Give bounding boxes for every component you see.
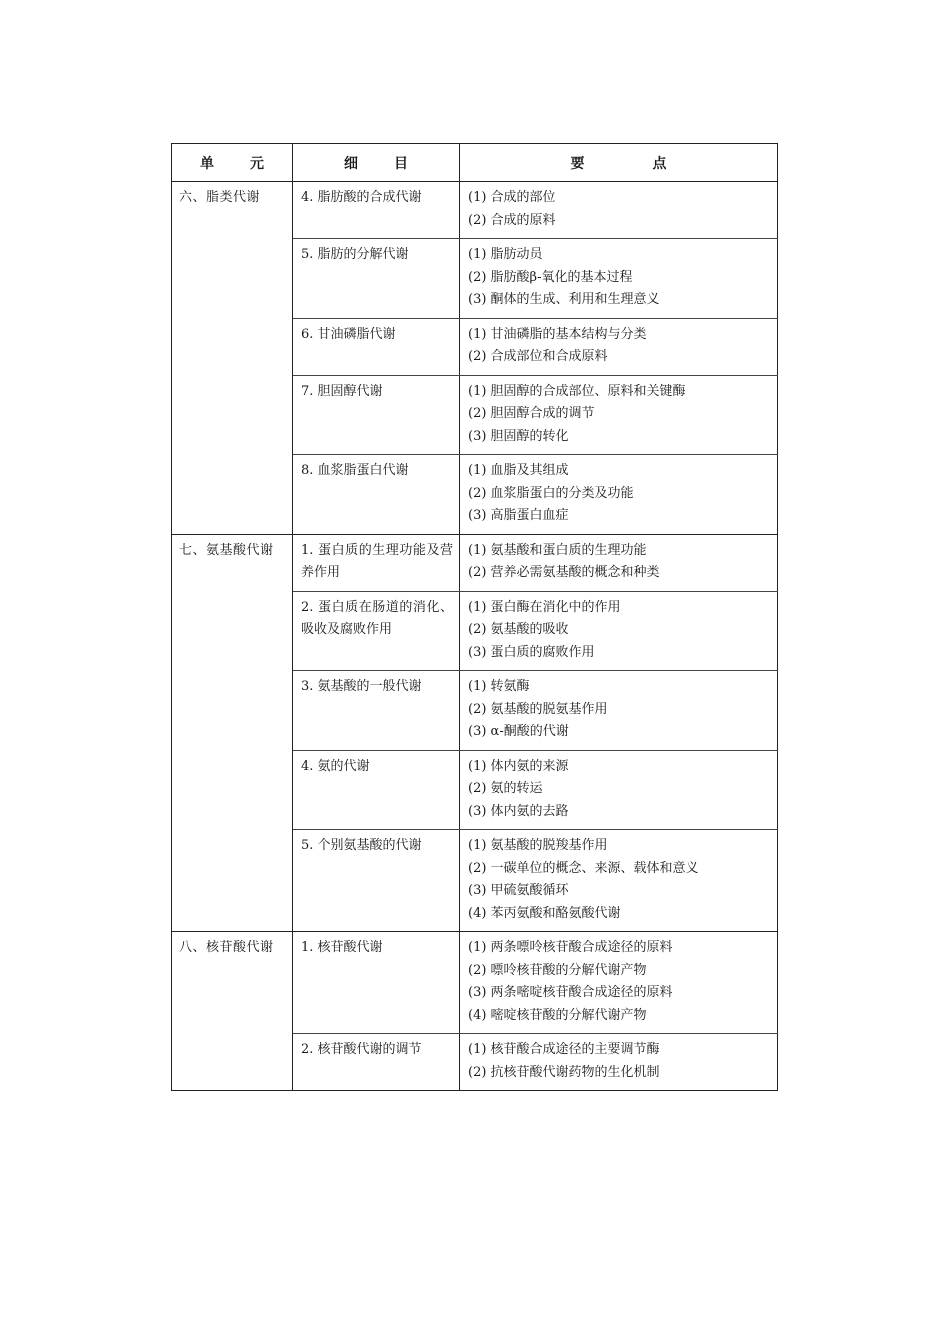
detail-text: 5. 个别氨基酸的代谢 xyxy=(301,838,422,853)
detail-cell xyxy=(293,932,460,1034)
point-item: (3) 两条嘧啶核苷酸合成途径的原料 xyxy=(468,985,673,1000)
detail-text: 2. 蛋白质在肠道的消化、吸收及腐败作用 xyxy=(301,599,453,637)
detail-text: 7. 胆固醇代谢 xyxy=(301,383,383,399)
point-item: (1) 氨基酸和蛋白质的生理功能 xyxy=(468,542,647,558)
table-row xyxy=(172,932,778,1034)
point-item: (2) 氨基酸的脱氨基作用 xyxy=(468,701,608,717)
detail-text: 4. 脂肪酸的合成代谢 xyxy=(301,190,422,205)
point-item: (3) 酮体的生成、利用和生理意义 xyxy=(468,292,660,307)
table-row xyxy=(172,182,778,239)
detail-cell xyxy=(293,591,460,671)
table-body xyxy=(172,182,778,1091)
header-unit xyxy=(172,144,293,182)
point-item: (2) 脂肪酸β-氧化的基本过程 xyxy=(468,269,633,285)
detail-text: 1. 蛋白质的生理功能及营养作用 xyxy=(301,542,453,580)
points-cell xyxy=(460,534,778,591)
detail-cell xyxy=(293,455,460,535)
points-cell xyxy=(460,750,778,830)
points-cell xyxy=(460,591,778,671)
points-cell xyxy=(460,671,778,751)
header-points xyxy=(460,144,778,182)
point-item: (1) 蛋白酶在消化中的作用 xyxy=(468,599,621,615)
points-cell xyxy=(460,932,778,1034)
point-item: (1) 转氨酶 xyxy=(468,679,530,694)
header-detail-char-2: 目 xyxy=(394,155,408,172)
detail-text: 6. 甘油磷脂代谢 xyxy=(301,326,396,342)
detail-text: 8. 血浆脂蛋白代谢 xyxy=(301,463,409,478)
point-item: (3) α-酮酸的代谢 xyxy=(468,724,569,739)
point-item: (2) 一碳单位的概念、来源、载体和意义 xyxy=(468,860,699,876)
point-item: (2) 营养必需氨基酸的概念和种类 xyxy=(468,565,660,580)
point-item: (2) 抗核苷酸代谢药物的生化机制 xyxy=(468,1064,660,1080)
detail-text: 3. 氨基酸的一般代谢 xyxy=(301,679,422,694)
detail-cell xyxy=(293,1034,460,1091)
detail-cell xyxy=(293,671,460,751)
point-item: (1) 两条嘌呤核苷酸合成途径的原料 xyxy=(468,940,673,955)
header-detail-char-1: 细 xyxy=(344,155,358,172)
points-cell xyxy=(460,830,778,932)
points-cell xyxy=(460,239,778,319)
points-cell xyxy=(460,318,778,375)
detail-cell xyxy=(293,534,460,591)
syllabus-table xyxy=(171,143,778,1091)
header-row xyxy=(172,144,778,182)
detail-cell xyxy=(293,182,460,239)
point-item: (2) 氨基酸的吸收 xyxy=(468,622,569,637)
point-item: (2) 嘌呤核苷酸的分解代谢产物 xyxy=(468,962,647,978)
point-item: (2) 氨的转运 xyxy=(468,781,543,796)
detail-text: 4. 氨的代谢 xyxy=(301,758,370,774)
point-item: (2) 合成的原料 xyxy=(468,212,556,228)
detail-cell xyxy=(293,239,460,319)
header-points-char-2: 点 xyxy=(652,155,667,172)
point-item: (3) 胆固醇的转化 xyxy=(468,428,569,444)
point-item: (1) 胆固醇的合成部位、原料和关键酶 xyxy=(468,383,686,399)
point-item: (2) 合成部位和合成原料 xyxy=(468,349,608,364)
point-item: (2) 胆固醇合成的调节 xyxy=(468,406,595,421)
points-cell xyxy=(460,455,778,535)
unit-name: 七、氨基酸代谢 xyxy=(172,534,293,932)
point-item: (1) 血脂及其组成 xyxy=(468,463,569,478)
detail-cell xyxy=(293,375,460,455)
point-item: (3) 体内氨的去路 xyxy=(468,803,569,819)
points-cell xyxy=(460,1034,778,1091)
point-item: (4) 嘧啶核苷酸的分解代谢产物 xyxy=(468,1007,647,1023)
unit-name: 八、核苷酸代谢 xyxy=(172,932,293,1091)
detail-text: 1. 核苷酸代谢 xyxy=(301,940,383,955)
table-row xyxy=(172,534,778,591)
point-item: (3) 甲硫氨酸循环 xyxy=(468,883,569,898)
point-item: (2) 血浆脂蛋白的分类及功能 xyxy=(468,485,634,501)
point-item: (1) 脂肪动员 xyxy=(468,247,543,262)
point-item: (1) 合成的部位 xyxy=(468,190,556,205)
table-header xyxy=(172,144,778,182)
header-detail xyxy=(293,144,460,182)
unit-name: 六、脂类代谢 xyxy=(172,182,293,535)
point-item: (1) 体内氨的来源 xyxy=(468,758,569,774)
point-item: (1) 氨基酸的脱羧基作用 xyxy=(468,838,608,853)
point-item: (4) 苯丙氨酸和酪氨酸代谢 xyxy=(468,905,621,921)
detail-text: 5. 脂肪的分解代谢 xyxy=(301,247,409,262)
points-cell xyxy=(460,182,778,239)
header-unit-char-1: 单 xyxy=(200,155,214,172)
detail-text: 2. 核苷酸代谢的调节 xyxy=(301,1042,422,1057)
detail-cell xyxy=(293,318,460,375)
point-item: (1) 甘油磷脂的基本结构与分类 xyxy=(468,326,647,342)
detail-cell xyxy=(293,830,460,932)
point-item: (3) 蛋白质的腐败作用 xyxy=(468,644,595,660)
points-cell xyxy=(460,375,778,455)
detail-cell xyxy=(293,750,460,830)
point-item: (1) 核苷酸合成途径的主要调节酶 xyxy=(468,1042,660,1057)
header-unit-char-2: 元 xyxy=(250,155,264,172)
header-points-char-1: 要 xyxy=(570,155,585,172)
point-item: (3) 高脂蛋白血症 xyxy=(468,508,569,523)
